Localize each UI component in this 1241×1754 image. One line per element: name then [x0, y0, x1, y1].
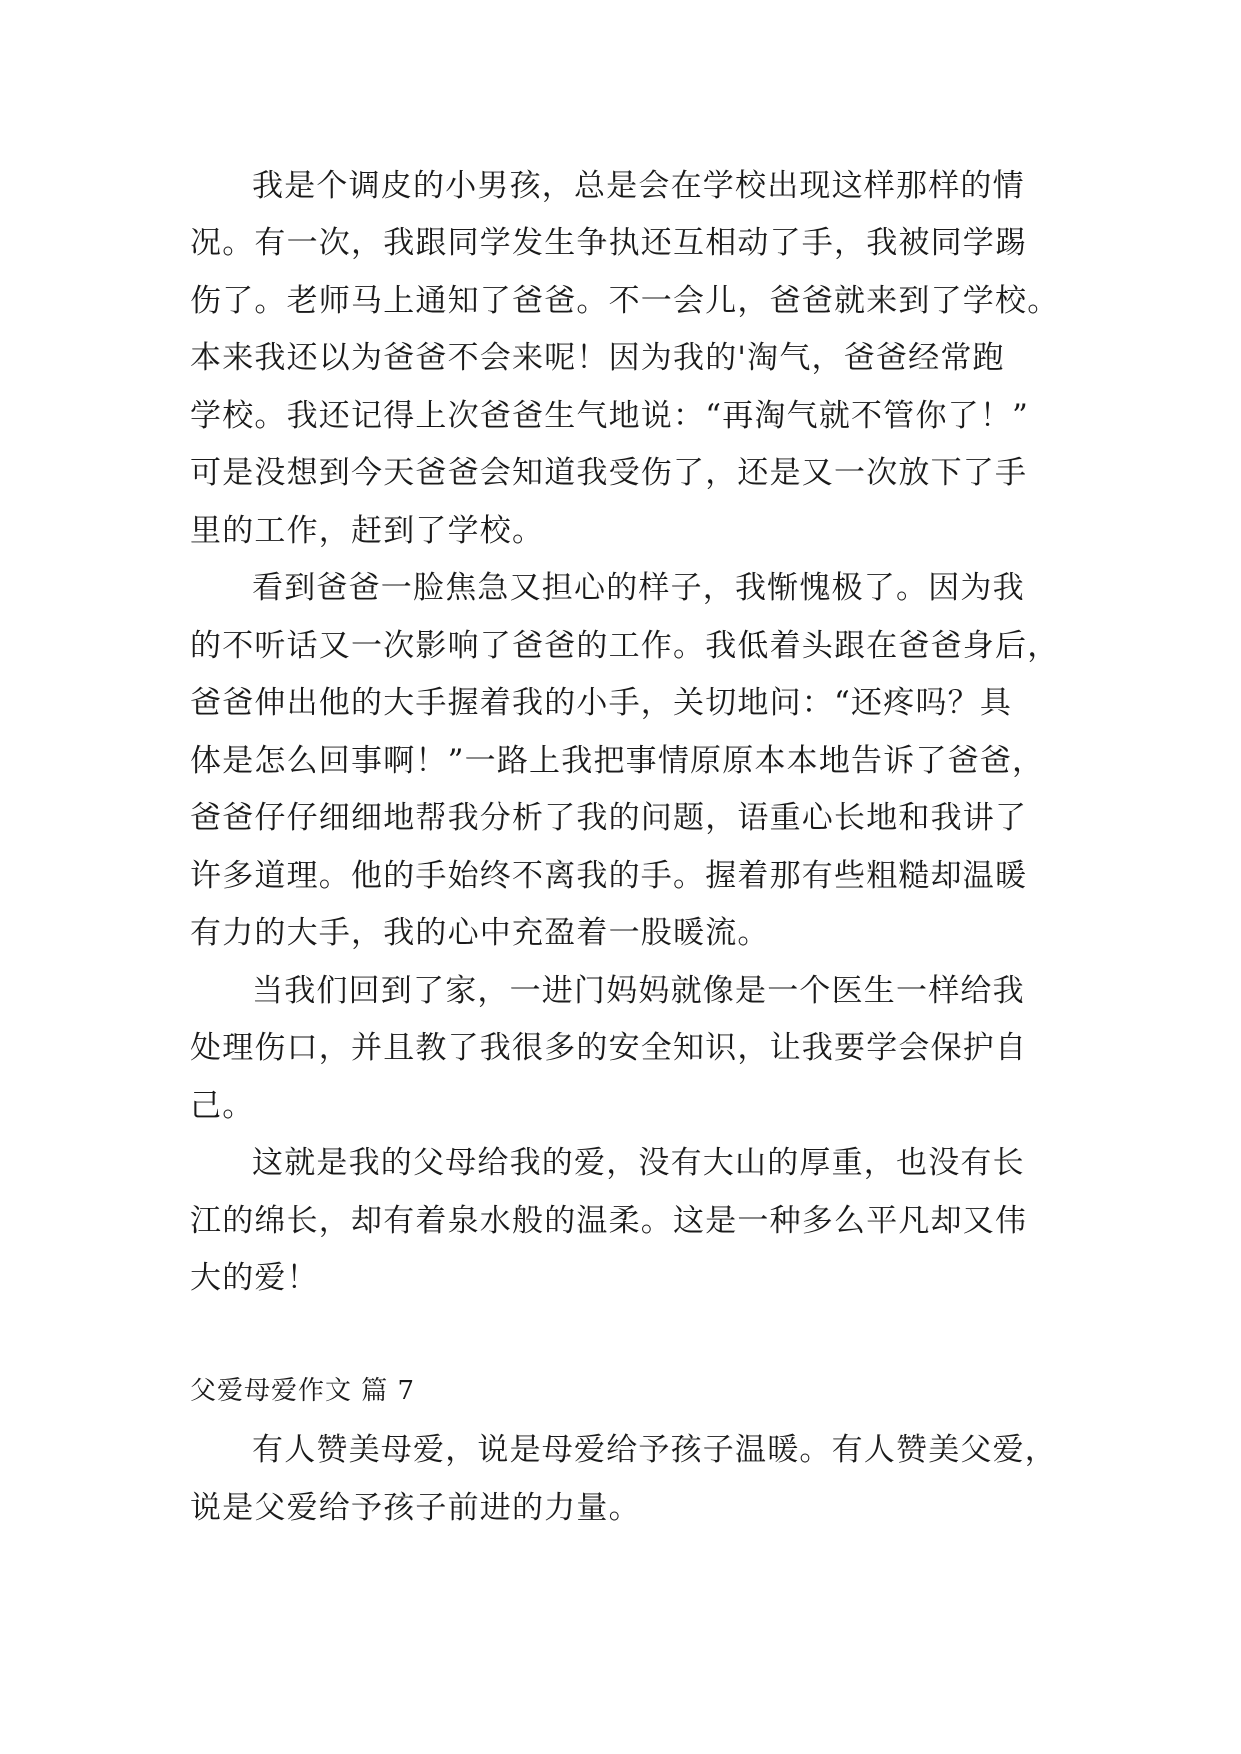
text-line: 学校。我还记得上次爸爸生气地说：“再淘气就不管你了！” [190, 398, 1030, 434]
text-line: 爸爸伸出他的大手握着我的小手，关切地问：“还疼吗？具 [190, 685, 1013, 721]
text-line: 己。 [190, 1088, 255, 1124]
text-line: 有力的大手，我的心中充盈着一股暖流。 [190, 915, 770, 951]
text-line: 本来我还以为爸爸不会来呢！因为我的'淘气，爸爸经常跑 [190, 340, 1005, 376]
text-line: 大的爱！ [190, 1260, 319, 1296]
text-line: 有人赞美母爱，说是母爱给予孩子温暖。有人赞美父爱， [252, 1432, 1057, 1468]
text-line: 可是没想到今天爸爸会知道我受伤了，还是又一次放下了手 [190, 455, 1028, 491]
text-line: 看到爸爸一脸焦急又担心的样子，我惭愧极了。因为我 [252, 570, 1025, 606]
text-line: 说是父爱给予孩子前进的力量。 [190, 1490, 641, 1526]
text-line: 况。有一次，我跟同学发生争执还互相动了手，我被同学踢 [190, 225, 1028, 261]
text-line: 体是怎么回事啊！”一路上我把事情原原本本地告诉了爸爸， [190, 743, 1045, 779]
text-line: 这就是我的父母给我的爱，没有大山的厚重，也没有长 [252, 1145, 1025, 1181]
text-line: 的不听话又一次影响了爸爸的工作。我低着头跟在爸爸身后， [190, 628, 1060, 664]
text-line: 当我们回到了家，一进门妈妈就像是一个医生一样给我 [252, 973, 1025, 1009]
text-line: 我是个调皮的小男孩，总是会在学校出现这样那样的情 [252, 168, 1025, 204]
text-line: 爸爸仔仔细细地帮我分析了我的问题，语重心长地和我讲了 [190, 800, 1028, 836]
text-line: 里的工作，赶到了学校。 [190, 513, 545, 549]
text-line: 许多道理。他的手始终不离我的手。握着那有些粗糙却温暖 [190, 858, 1028, 894]
section-heading: 父爱母爱作文 篇 7 [190, 1376, 416, 1406]
text-line: 江的绵长，却有着泉水般的温柔。这是一种多么平凡却又伟 [190, 1203, 1028, 1239]
text-line: 伤了。老师马上通知了爸爸。不一会儿，爸爸就来到了学校。 [190, 283, 1060, 319]
text-line: 处理伤口，并且教了我很多的安全知识，让我要学会保护自 [190, 1030, 1028, 1066]
